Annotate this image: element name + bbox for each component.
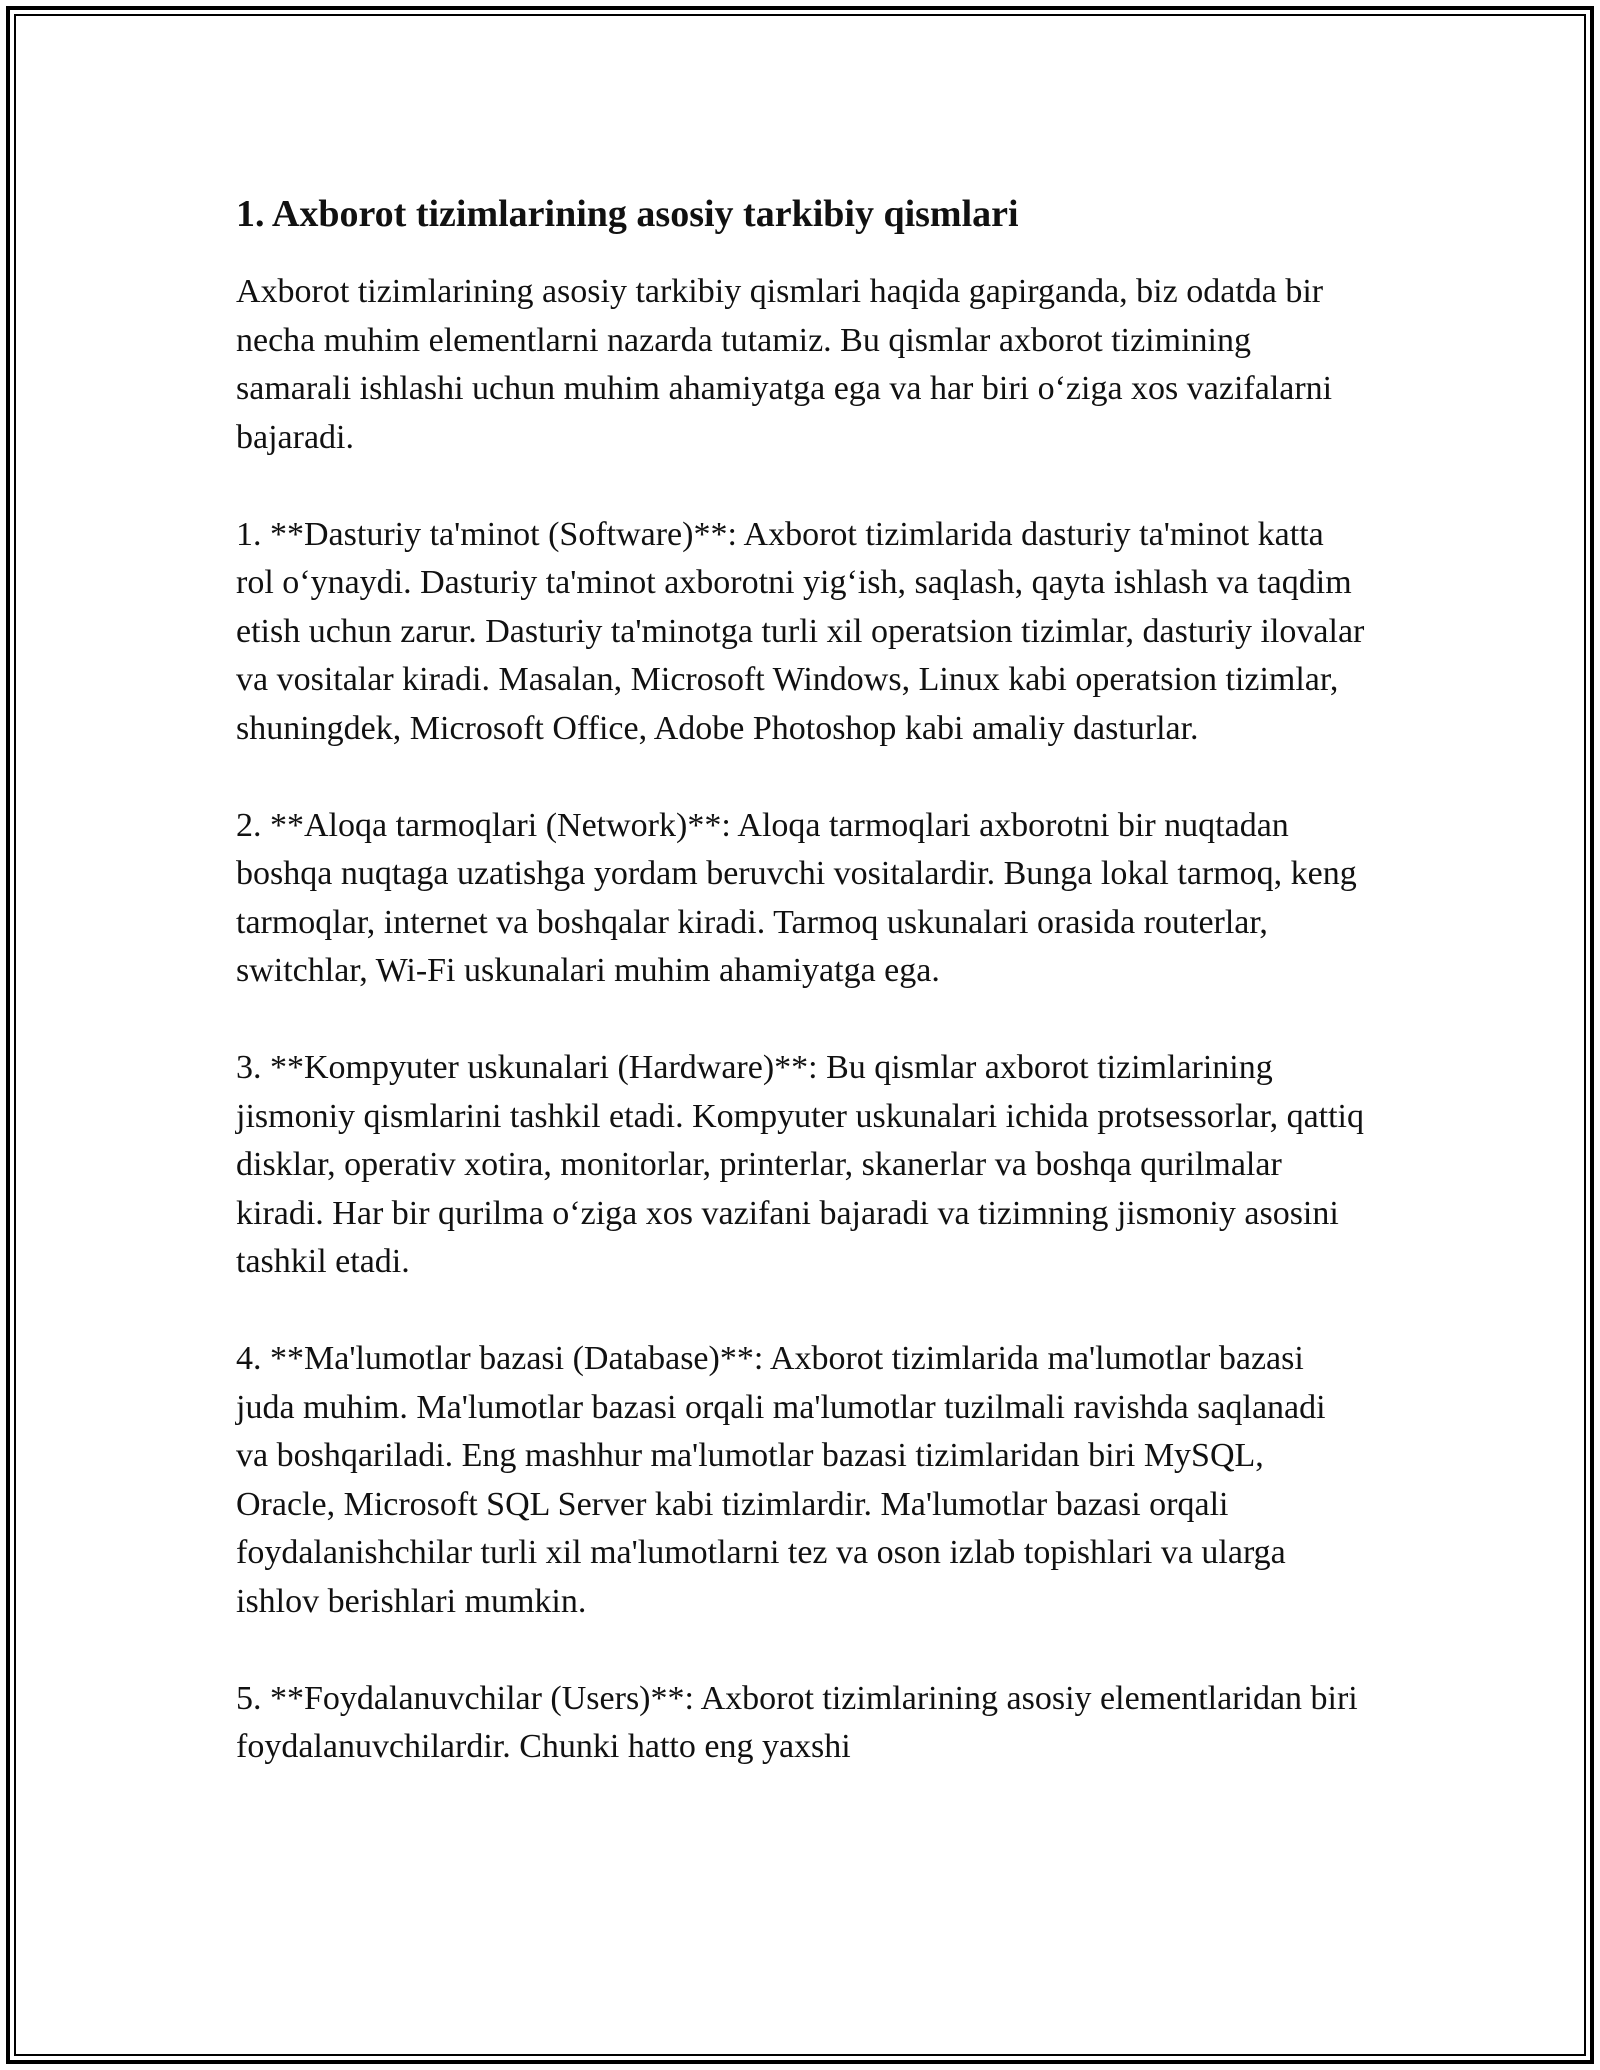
intro-paragraph: Axborot tizimlarining asosiy tarkibiy qismlari haqida gapirganda, biz odatda bir necha muhim elementlarni nazarda tutamiz. Bu qismlar axborot tizimining samarali ishlashi uchun muhim ahamiyatga ega va har biri o‘ziga xos vazifalarni bajaradi. xyxy=(236,273,1333,456)
list-item-users: 5. **Foydalanuvchilar (Users)**: Axborot tizimlarining asosiy elementlaridan biri foydalanuvchilardir. Chunki hatto eng yaxshi xyxy=(236,1679,1358,1765)
list-item-network: 2. **Aloqa tarmoqlari (Network)**: Aloqa tarmoqlari axborotni bir nuqtadan boshqa nuqtaga uzatishga yordam beruvchi vositalardir. Bunga lokal tarmoq, keng tarmoqlar, internet va boshqalar kiradi. Tarmoq uskunalari orasida routerlar, switchlar, Wi-Fi uskunalari muhim ahamiyatga ega. xyxy=(236,806,1357,989)
list-item-software: 1. **Dasturiy ta'minot (Software)**: Axborot tizimlarida dasturiy ta'minot katta rol o‘ynaydi. Dasturiy ta'minot axborotni yig‘ish, saqlash, qayta ishlash va taqdim etish uchun zarur. Dasturiy ta'minotga turli xil operatsion tizimlar, dasturiy ilovalar va vositalar kiradi. Masalan, Microsoft Windows, Linux kabi operatsion tizimlar, shuningdek, Microsoft Office, Adobe Photoshop kabi amaliy dasturlar. xyxy=(236,515,1365,747)
section-heading: 1. Axborot tizimlarining asosiy tarkibiy qismlari xyxy=(236,193,1019,235)
document-body xyxy=(236,186,1366,1772)
list-item-hardware: 3. **Kompyuter uskunalari (Hardware)**: Bu qismlar axborot tizimlarining jismoniy qismlarini tashkil etadi. Kompyuter uskunalari ichida protsessorlar, qattiq disklar, operativ xotira, monitorlar, printerlar, skanerlar va boshqa qurilmalar kiradi. Har bir qurilma o‘ziga xos vazifani bajaradi va tizimning jismoniy asosini tashkil etadi. xyxy=(236,1049,1364,1280)
list-item-database: 4. **Ma'lumotlar bazasi (Database)**: Axborot tizimlarida ma'lumotlar bazasi juda muhim. Ma'lumotlar bazasi orqali ma'lumotlar tuzilmali ravishda saqlanadi va boshqariladi. Eng mashhur ma'lumotlar bazasi tizimlaridan biri MySQL, Oracle, Microsoft SQL Server kabi tizimlardir. Ma'lumotlar bazasi orqali foydalanishchilar turli xil ma'lumotlarni tez va oson izlab topishlari va ularga ishlov berishlari mumkin. xyxy=(236,1340,1326,1620)
